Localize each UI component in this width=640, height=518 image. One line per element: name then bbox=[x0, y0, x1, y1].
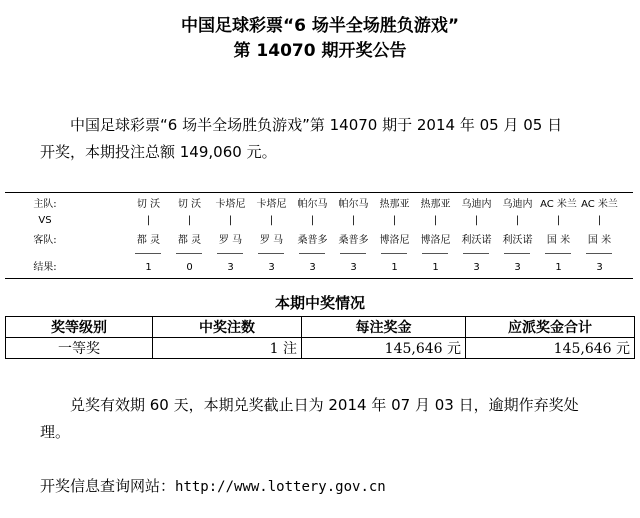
vs-bar: | bbox=[392, 215, 397, 226]
away-team: 桑普多 bbox=[297, 235, 328, 246]
underline-divider bbox=[299, 253, 325, 254]
prize-count: 1 注 bbox=[153, 338, 302, 359]
underline-divider bbox=[545, 253, 571, 254]
prize-heading: 本期中奖情况 bbox=[274, 294, 365, 312]
home-label: 主队: bbox=[33, 199, 57, 210]
underline-divider bbox=[176, 253, 202, 254]
match-result: 0 bbox=[186, 262, 193, 273]
prize-table bbox=[5, 316, 635, 359]
vs-bar: | bbox=[228, 215, 233, 226]
header-per-bet: 每注奖金 bbox=[302, 317, 466, 338]
underline-divider bbox=[340, 253, 366, 254]
intro-line-2: 开奖，本期投注总额 149,060 元。 bbox=[40, 143, 277, 161]
header-total: 应派奖金合计 bbox=[466, 317, 635, 338]
home-team: 卡塔尼 bbox=[256, 199, 287, 210]
announcement-title: 中国足球彩票“6 场半全场胜负游戏” bbox=[180, 16, 460, 36]
prize-header-row bbox=[6, 317, 635, 338]
vs-bar: | bbox=[597, 215, 602, 226]
website-line bbox=[40, 473, 610, 501]
result-label: 结果: bbox=[33, 262, 57, 273]
vs-bar: | bbox=[187, 215, 192, 226]
underline-divider bbox=[381, 253, 407, 254]
away-team: 罗 马 bbox=[218, 235, 243, 246]
home-team: AC 米兰 bbox=[581, 199, 618, 210]
vs-bar: | bbox=[351, 215, 356, 226]
home-team: 切 沃 bbox=[136, 199, 161, 210]
match-result: 3 bbox=[514, 262, 521, 273]
match-result: 3 bbox=[309, 262, 316, 273]
match-result: 1 bbox=[145, 262, 152, 273]
home-team: 热那亚 bbox=[420, 199, 451, 210]
announcement-subtitle: 第 14070 期开奖公告 bbox=[233, 41, 407, 61]
home-team: 热那亚 bbox=[379, 199, 410, 210]
prize-per-bet: 145,646 元 bbox=[302, 338, 466, 359]
underline-divider bbox=[504, 253, 530, 254]
match-result: 3 bbox=[268, 262, 275, 273]
underline-divider bbox=[258, 253, 284, 254]
header-level: 奖等级别 bbox=[6, 317, 153, 338]
vs-bar: | bbox=[310, 215, 315, 226]
vs-bar: | bbox=[269, 215, 274, 226]
prize-total: 145,646 元 bbox=[466, 338, 635, 359]
match-result: 1 bbox=[432, 262, 439, 273]
match-result: 1 bbox=[391, 262, 398, 273]
underline-divider bbox=[586, 253, 612, 254]
away-team: 博洛尼 bbox=[420, 235, 451, 246]
underline-divider bbox=[463, 253, 489, 254]
vs-bar: | bbox=[474, 215, 479, 226]
home-team: 切 沃 bbox=[177, 199, 202, 210]
underline-divider bbox=[135, 253, 161, 254]
table-row bbox=[6, 338, 635, 359]
underline-divider bbox=[217, 253, 243, 254]
intro-line-1: 中国足球彩票“6 场半全场胜负游戏”第 14070 期于 2014 年 05 月 05 日 bbox=[70, 116, 563, 134]
away-team: 国 米 bbox=[546, 235, 571, 246]
match-result: 3 bbox=[596, 262, 603, 273]
header-count: 中奖注数 bbox=[153, 317, 302, 338]
away-team: 国 米 bbox=[587, 235, 612, 246]
away-team: 博洛尼 bbox=[379, 235, 410, 246]
match-result: 3 bbox=[227, 262, 234, 273]
match-table bbox=[5, 192, 633, 279]
validity-paragraph bbox=[40, 392, 610, 446]
home-team: 帕尔马 bbox=[338, 199, 369, 210]
away-team: 都 灵 bbox=[136, 235, 161, 246]
match-result: 3 bbox=[473, 262, 480, 273]
away-team: 利沃诺 bbox=[502, 235, 533, 246]
intro-paragraph bbox=[40, 112, 610, 166]
prize-level: 一等奖 bbox=[6, 338, 153, 359]
validity-line-1: 兑奖有效期 60 天，本期兑奖截止日为 2014 年 07 月 03 日，逾期作弃奖处 bbox=[70, 396, 579, 414]
away-team: 罗 马 bbox=[259, 235, 284, 246]
away-team: 都 灵 bbox=[177, 235, 202, 246]
match-result: 3 bbox=[350, 262, 357, 273]
validity-line-2: 理。 bbox=[40, 423, 71, 441]
away-team: 利沃诺 bbox=[461, 235, 492, 246]
away-label: 客队: bbox=[33, 235, 57, 246]
vs-bar: | bbox=[556, 215, 561, 226]
vs-bar: | bbox=[146, 215, 151, 226]
vs-bar: | bbox=[433, 215, 438, 226]
home-team: 帕尔马 bbox=[297, 199, 328, 210]
vs-label: VS bbox=[38, 215, 52, 226]
vs-bar: | bbox=[515, 215, 520, 226]
website-link[interactable]: http://www.lottery.gov.cn bbox=[175, 479, 386, 495]
home-team: 乌迪内 bbox=[502, 199, 533, 210]
website-label: 开奖信息查询网站： bbox=[40, 477, 176, 495]
home-team: AC 米兰 bbox=[540, 199, 577, 210]
away-team: 桑普多 bbox=[338, 235, 369, 246]
home-team: 卡塔尼 bbox=[215, 199, 246, 210]
underline-divider bbox=[422, 253, 448, 254]
match-result: 1 bbox=[555, 262, 562, 273]
home-team: 乌迪内 bbox=[461, 199, 492, 210]
